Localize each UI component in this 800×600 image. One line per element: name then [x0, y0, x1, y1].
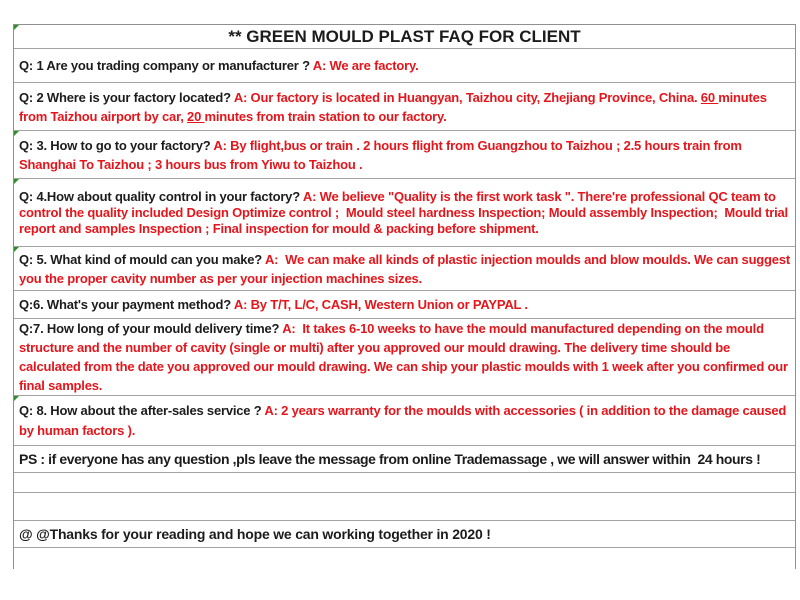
answer-text: A: We can make all kinds of plastic injection moulds and blow moulds. We can suggest you the proper cavity number as per your injection machines sizes. — [19, 251, 794, 286]
empty-row — [14, 493, 795, 521]
faq-row-q4 — [14, 179, 795, 247]
cell-comment-marker-icon — [14, 396, 19, 401]
answer-text: minutes from train station to our factory. — [204, 108, 447, 124]
empty-row — [14, 548, 795, 569]
faq-row-q2 — [14, 83, 795, 131]
closing-note-text: @ @Thanks for your reading and hope we can working together in 2020 ! — [19, 525, 491, 542]
answer-text: A: We are factory. — [312, 58, 419, 73]
question-text: Q: 8. How about the after-sales service ? — [19, 402, 265, 418]
empty-row — [14, 473, 795, 493]
question-text: Q: 1 Are you trading company or manufacturer ? — [19, 58, 313, 73]
faq-row-q6 — [14, 291, 795, 319]
faq-row-q8 — [14, 396, 795, 446]
answer-text: A: Our factory is located in Huangyan, Taizhou city, Zhejiang Province, China. — [233, 89, 701, 105]
faq-title-row — [14, 25, 795, 49]
answer-underlined-value: 20 — [187, 108, 205, 124]
answer-text: minutes from Taizhou airport by car, — [19, 89, 771, 124]
ps-note-row — [14, 446, 795, 473]
answer-text: A: We believe "Quality is the first work task ". There're professional QC team to control the quality included Design Optimize control ; Mould steel hardness Inspection; Mould assembly Inspection; Mould trial report and samples Inspection ; Final inspection for mould & packing before shipment. — [19, 188, 792, 236]
page-title: ** GREEN MOULD PLAST FAQ FOR CLIENT — [228, 26, 581, 46]
closing-note-row — [14, 521, 795, 548]
answer-text: A: It takes 6-10 weeks to have the mould manufactured depending on the mould structure and the number of cavity (single or multi) after you approved our mould drawing. The delivery time should be calculated from the date you approved our mould drawing. We can ship your plastic moulds with 1 week after you confirmed our final samples. — [19, 321, 792, 393]
ps-note-text: PS : if everyone has any question ,pls leave the message from online Trademassage , we will answer within 24 hours ! — [19, 450, 761, 467]
question-text: Q:7. How long of your mould delivery time? — [19, 321, 283, 336]
answer-text: A: By flight,bus or train . 2 hours flight from Guangzhou to Taizhou ; 2.5 hours train from Shanghai To Taizhou ; 3 hours bus from Yiwu to Taizhou . — [19, 137, 746, 172]
faq-row-q5 — [14, 247, 795, 291]
question-text: Q:6. What's your payment method? — [19, 297, 234, 312]
answer-underlined-value: 60 — [700, 89, 719, 105]
answer-text: A: 2 years warranty for the moulds with accessories ( in addition to the damage caused by human factors ). — [19, 402, 790, 438]
question-text: Q: 4.How about quality control in your factory? — [19, 188, 303, 204]
cell-comment-marker-icon — [14, 25, 19, 30]
answer-text: A: By T/T, L/C, CASH, Western Union or PAYPAL . — [233, 297, 528, 312]
faq-row-q7 — [14, 319, 795, 396]
question-text: Q: 3. How to go to your factory? — [19, 137, 214, 153]
cell-comment-marker-icon — [14, 131, 19, 136]
cell-comment-marker-icon — [14, 247, 19, 252]
faq-sheet — [13, 24, 796, 569]
faq-row-q3 — [14, 131, 795, 179]
faq-row-q1 — [14, 49, 795, 83]
question-text: Q: 5. What kind of mould can you make? — [19, 251, 265, 267]
cell-comment-marker-icon — [14, 179, 19, 184]
question-text: Q: 2 Where is your factory located? — [19, 89, 234, 105]
